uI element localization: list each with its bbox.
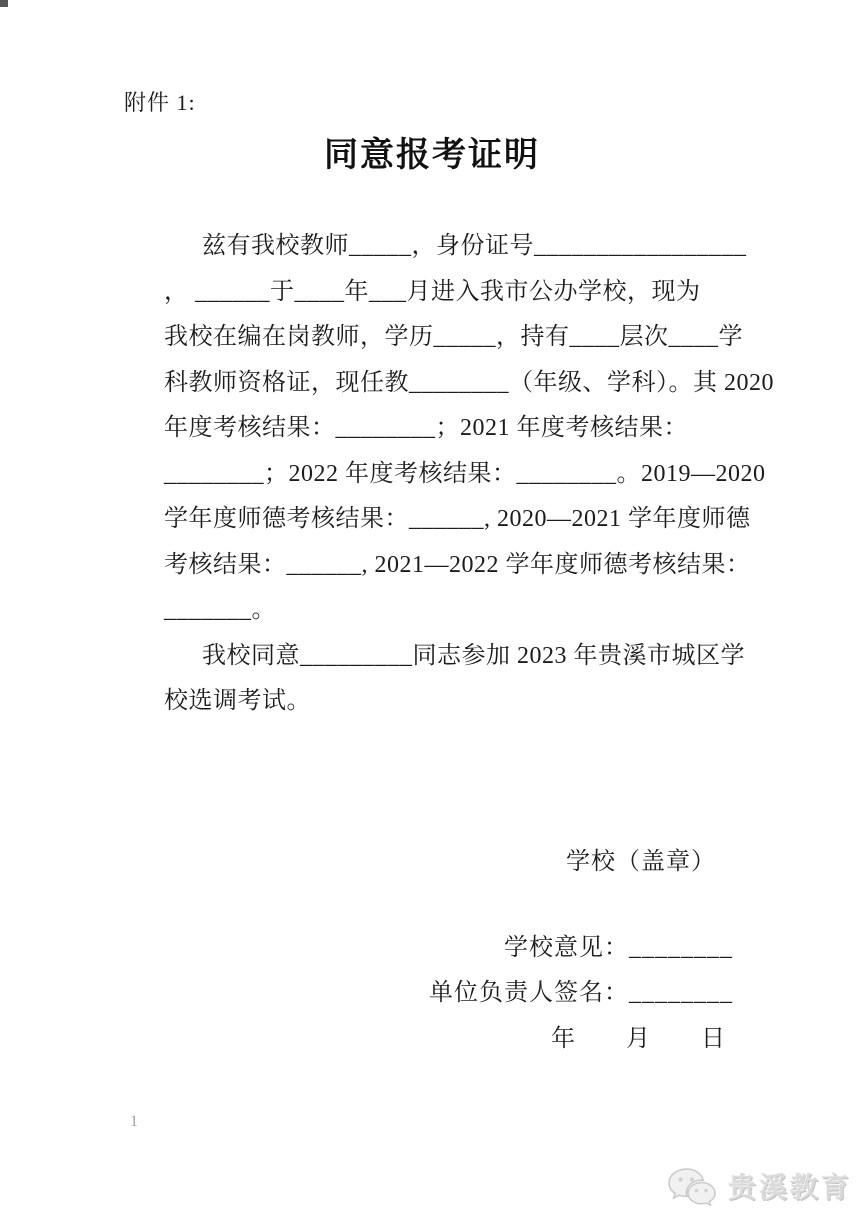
scan-corner-artifact	[0, 0, 8, 7]
body-line: ________；2022 年度考核结果：________。2019—2020	[164, 460, 766, 487]
body-line: 科教师资格证，现任教________（年级、学科）。其 2020	[164, 369, 774, 396]
body-line: 我校在编在岗教师，学历_____，持有____层次____学	[164, 324, 743, 350]
body-line: 我校同意_________同志参加 2023 年贵溪市城区学	[202, 642, 745, 669]
body-line: 年度考核结果：________；2021 年度考核结果：	[164, 415, 688, 441]
school-opinion-line: 学校意见：________	[504, 935, 733, 961]
watermark-text: 贵溪教育	[727, 1173, 852, 1204]
date-line: 年 月 日	[551, 1026, 726, 1052]
body-line: 考核结果：______, 2021—2022 学年度师德考核结果：	[164, 551, 751, 578]
body-line: 学年度师德考核结果：______, 2020—2021 学年度师德	[164, 506, 751, 532]
body-line: _______。	[164, 597, 276, 623]
unit-head-signature-line: 单位负责人签名：________	[429, 980, 733, 1006]
page-title: 同意报考证明	[324, 137, 540, 174]
watermark	[666, 1166, 852, 1206]
school-seal-line: 学校（盖章）	[566, 849, 716, 875]
page-number: 1	[130, 1113, 138, 1130]
body-line: ， ______于____年___月进入我市公办学校，现为	[164, 278, 701, 305]
body-line: 兹有我校教师_____，身份证号_________________	[202, 233, 747, 259]
document-body	[164, 224, 774, 725]
body-line: 校选调考试。	[164, 688, 311, 714]
attachment-label: 附件 1:	[124, 90, 196, 115]
wechat-icon	[666, 1166, 718, 1206]
